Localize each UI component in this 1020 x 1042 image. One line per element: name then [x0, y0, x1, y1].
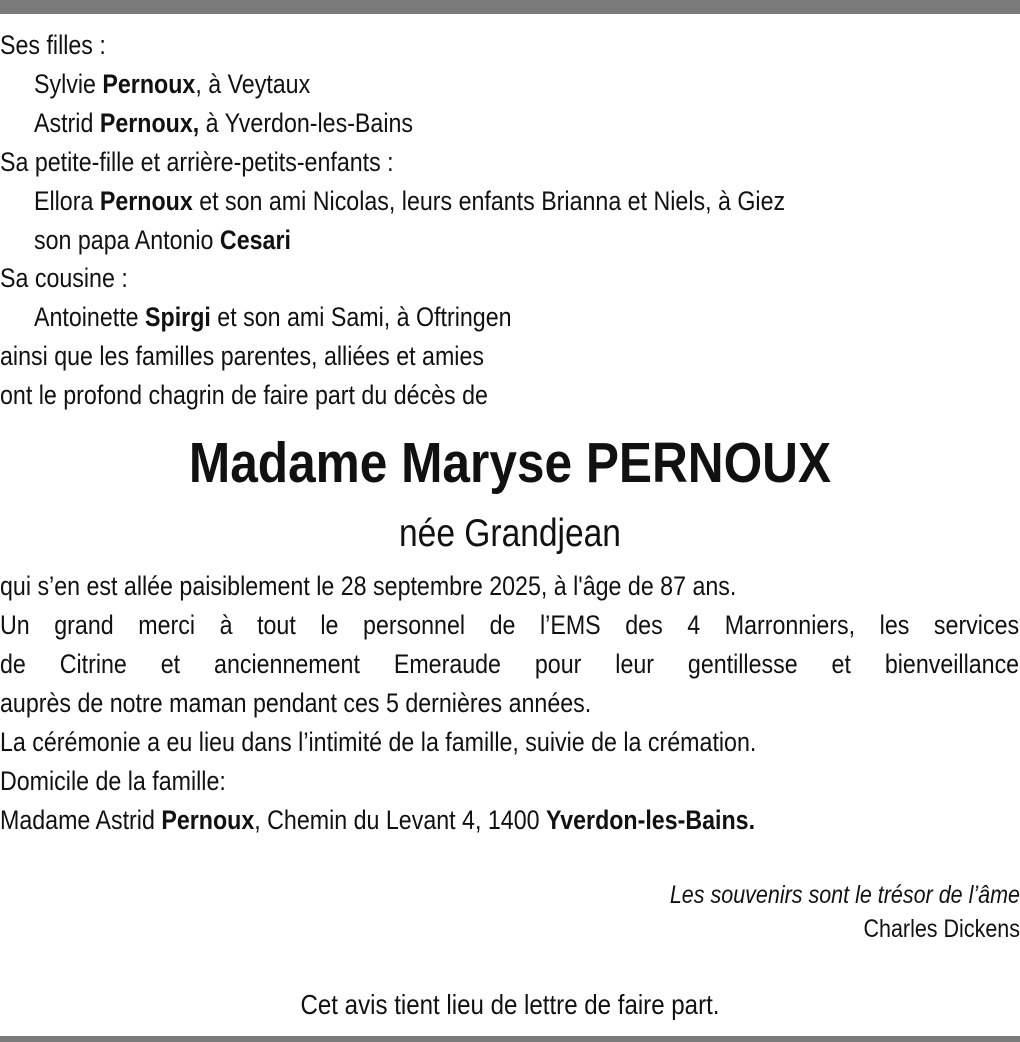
cousin-heading: Sa cousine : — [0, 263, 128, 293]
daughters-heading: Ses filles : — [0, 30, 106, 60]
daughter-sylvie: Sylvie Pernoux, à Veytaux — [34, 69, 311, 99]
thanks-line-2: de Citrine et anciennement Emeraude pour leur gentillesse et bienveillance — [0, 649, 1020, 679]
cousin-antoinette: Antoinette Spirgi et son ami Sami, à Oftringen — [34, 302, 512, 332]
domicile-heading: Domicile de la famille: — [0, 766, 226, 796]
surname: Pernoux, — [99, 108, 200, 138]
surname: Spirgi — [145, 302, 211, 332]
families-line: ainsi que les familles parentes, alliées et amies — [0, 341, 484, 371]
surname: Pernoux — [99, 186, 193, 216]
footer-note: Cet avis tient lieu de lettre de faire part. — [300, 989, 720, 1020]
bottom-rule — [0, 1036, 1020, 1042]
ceremony-line: La cérémonie a eu lieu dans l’intimité de la famille, suivie de la crémation. — [0, 727, 757, 757]
quote-author: Charles Dickens — [863, 915, 1020, 943]
city: Yverdon-les-Bains. — [545, 805, 756, 835]
daughter-astrid: Astrid Pernoux, à Yverdon-les-Bains — [34, 108, 414, 138]
thanks-line-1: Un grand merci à tout le personnel de l’EMS des 4 Marronniers, les services — [0, 610, 1020, 640]
granddaughter-ellora: Ellora Pernoux et son ami Nicolas, leurs enfants Brianna et Niels, à Giez — [34, 186, 786, 216]
surname: Pernoux — [102, 69, 196, 99]
announcement-line: ont le profond chagrin de faire part du décès de — [0, 380, 488, 410]
father-antonio: son papa Antonio Cesari — [34, 225, 291, 255]
surname: Cesari — [219, 225, 291, 255]
address-line: Madame Astrid Pernoux, Chemin du Levant 4, 1400 Yverdon-les-Bains. — [0, 805, 756, 835]
surname: Pernoux — [161, 805, 255, 835]
quote-text: Les souvenirs sont le trésor de l’âme — [669, 881, 1020, 909]
passing-line: qui s’en est allée paisiblement le 28 septembre 2025, à l'âge de 87 ans. — [0, 571, 737, 601]
thanks-line-3: auprès de notre maman pendant ces 5 dernières années. — [0, 688, 592, 718]
top-rule — [0, 0, 1020, 14]
maiden-name: née Grandjean — [399, 512, 621, 555]
grandchildren-heading: Sa petite-fille et arrière-petits-enfants : — [0, 147, 394, 177]
deceased-name: Madame Maryse PERNOUX — [188, 431, 832, 495]
